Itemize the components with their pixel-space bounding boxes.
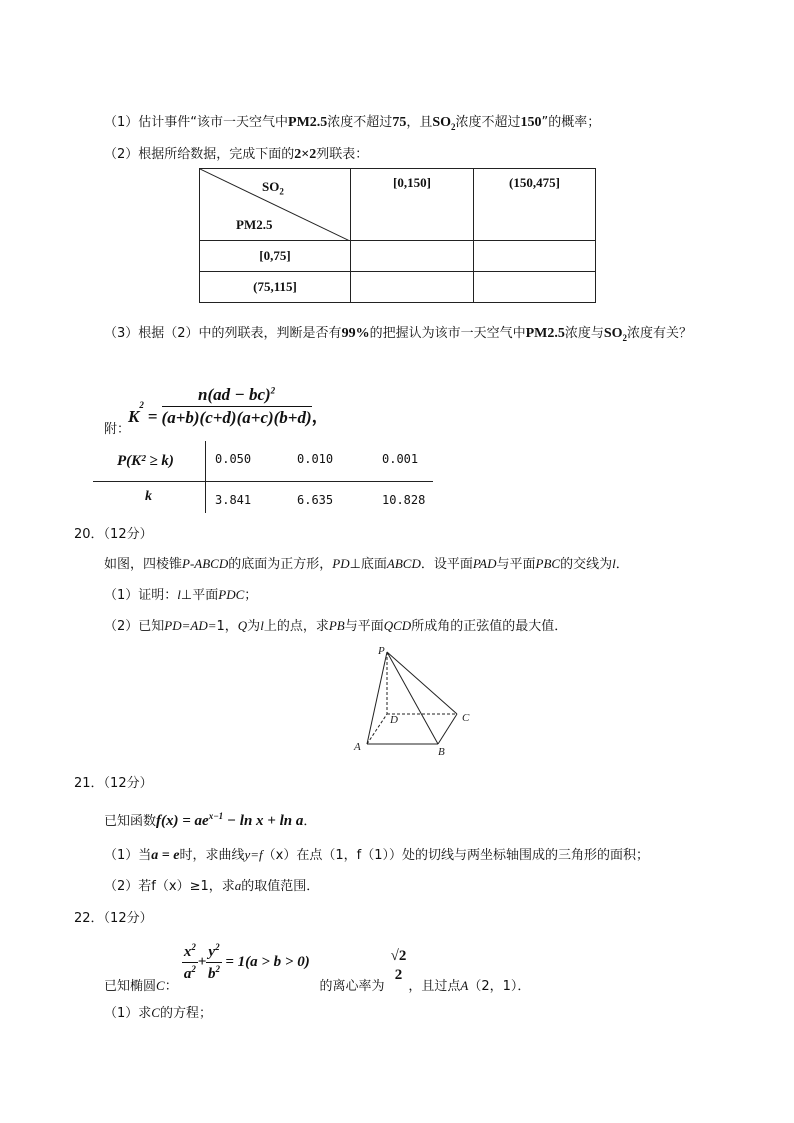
text: 若 — [138, 879, 152, 894]
text: 的取值范围． — [241, 879, 320, 894]
q20-part1 — [104, 584, 257, 603]
corner-so2-label — [262, 179, 284, 197]
pm25-symbol: PM2.5 — [288, 115, 328, 130]
empty-cell — [474, 272, 596, 303]
text: ． — [303, 814, 317, 829]
part-number: （1） — [104, 848, 139, 863]
y-text: y — [208, 944, 216, 960]
k-symbol: K — [128, 407, 140, 427]
text: 的把握认为该市一天空气中 — [369, 326, 526, 341]
math: l — [177, 587, 181, 602]
so-sub: 2 — [622, 332, 628, 343]
text: 根据所给数据，完成下面的 — [138, 147, 295, 162]
q22-heading: 22．（12分） — [74, 911, 153, 926]
sq: 2 — [215, 942, 220, 952]
k2-fraction — [162, 385, 312, 428]
text: 1， — [216, 619, 238, 634]
text: 的底面为正方形， — [228, 557, 333, 572]
math: a = e — [151, 848, 180, 863]
k-value-cell: 3.841 — [215, 493, 252, 507]
text: 浓度有关？ — [627, 326, 693, 341]
so-text: SO — [432, 115, 452, 130]
row-label-k: k — [145, 489, 152, 504]
so-sub: 2 — [451, 121, 456, 132]
pyramid-figure — [350, 644, 480, 764]
part-number: （1） — [104, 588, 139, 603]
text: ⊥底面 — [349, 557, 387, 572]
critical-value-table — [93, 441, 433, 513]
text: 已知椭圆 — [104, 978, 157, 994]
math: PDC — [218, 587, 245, 602]
q21-heading: 21．（12分） — [74, 776, 153, 791]
text: 已知函数 — [104, 814, 157, 829]
sq: 2 — [191, 942, 196, 952]
x-text: x — [183, 944, 192, 960]
table-vertical-rule — [205, 441, 206, 513]
contingency-table — [199, 168, 596, 303]
table-corner-cell — [200, 169, 351, 241]
q21-stem — [104, 810, 316, 830]
y-fraction — [206, 942, 221, 983]
ecc-numerator: √2 — [390, 948, 407, 965]
text: 列联表： — [316, 147, 369, 162]
math: PD=AD= — [164, 618, 217, 633]
part-number: （1） — [104, 1006, 139, 1021]
sq: 2 — [215, 964, 220, 974]
fx-main: f(x) = ae — [156, 813, 209, 829]
q20-part2 — [104, 615, 567, 634]
math: a — [234, 878, 242, 893]
k2-formula — [128, 385, 329, 428]
text: f（x）≥1，求 — [151, 879, 235, 894]
appendix-label: 附： — [104, 422, 131, 437]
fx-exponent: x−1 — [208, 811, 224, 821]
y-numerator — [206, 942, 221, 963]
q21-part2 — [104, 875, 319, 894]
row-header-text: (75,115] — [253, 279, 297, 294]
edge-pb — [387, 652, 438, 744]
formula-tail: ， — [311, 407, 329, 427]
q19-part1 — [104, 111, 600, 132]
text: ”的概率； — [541, 115, 601, 130]
value-75: 75 — [392, 115, 407, 130]
k-value-cell: 10.828 — [382, 493, 426, 507]
empty-cell — [474, 241, 596, 272]
label-b: B — [438, 746, 445, 758]
part-number: （3） — [104, 326, 139, 341]
so-sub: 2 — [279, 186, 284, 197]
q20-heading: 20．（12分） — [74, 527, 153, 542]
label-p: P — [378, 645, 385, 657]
text: 证明： — [138, 588, 178, 603]
text: 浓度不超过 — [327, 115, 393, 130]
label-d: D — [390, 714, 398, 726]
text: （2，1）． — [468, 978, 531, 994]
row-header-1 — [200, 241, 351, 272]
value-150: 150 — [520, 115, 542, 130]
col-header-text: (150,475] — [509, 175, 560, 190]
x-denominator — [182, 963, 198, 983]
text: 浓度不超过 — [455, 115, 521, 130]
q21-part1 — [104, 844, 649, 864]
a-text: a — [183, 966, 192, 982]
p-value-cell: 0.050 — [215, 452, 252, 466]
text: 时，求曲线 — [179, 848, 245, 863]
eq-tail: = 1(a > b > 0) — [221, 953, 310, 970]
math: C — [156, 977, 165, 993]
text: 上的点，求 — [263, 619, 329, 634]
text: 与平面 — [344, 619, 384, 634]
math: PBC — [535, 556, 561, 571]
pct-99: 99% — [341, 326, 370, 341]
num-sup: 2 — [270, 385, 276, 396]
part-number: （1） — [104, 115, 139, 130]
dim-2x2: 2×2 — [294, 147, 317, 162]
math: P-ABCD — [182, 556, 229, 571]
part-number: （2） — [104, 879, 139, 894]
text: （x）在点（1，f（1））处的切线与两坐标轴围成的三角形的面积； — [262, 848, 649, 863]
part-number: （2） — [104, 147, 139, 162]
math: PD — [332, 556, 350, 571]
text: 求 — [138, 1006, 152, 1021]
math: PB — [328, 618, 345, 633]
x-numerator — [182, 942, 198, 963]
function-definition — [156, 813, 303, 829]
text: 的交线为 — [560, 557, 613, 572]
text: 的方程； — [159, 1006, 212, 1021]
p-value-cell: 0.001 — [382, 452, 419, 466]
num-text: n(ad − bc) — [198, 385, 271, 404]
text: 估计事件“该市一天空气中 — [138, 115, 289, 130]
x-fraction — [182, 942, 198, 983]
text: 浓度与 — [564, 326, 604, 341]
p-value-cell: 0.010 — [297, 452, 334, 466]
text: 为 — [247, 619, 261, 634]
plus-sign: + — [197, 953, 207, 970]
text: 已知 — [138, 619, 165, 634]
col-header-1 — [351, 169, 474, 241]
so-text: SO — [262, 179, 280, 194]
math: ABCD — [386, 556, 421, 571]
text: 与平面 — [496, 557, 536, 572]
math: C — [151, 1005, 160, 1020]
so2-symbol — [432, 115, 455, 130]
k2-denominator: (a+b)(c+d)(a+c)(b+d) — [161, 408, 312, 427]
table-horizontal-rule — [93, 481, 433, 482]
q22-part1 — [104, 1002, 212, 1021]
part-number: （2） — [104, 619, 139, 634]
q19-part3 — [104, 322, 692, 343]
text: ： — [164, 978, 178, 994]
col-header-text: [0,150] — [393, 175, 431, 190]
k2-numerator — [162, 385, 312, 407]
text: ⊥平面 — [180, 588, 219, 603]
text: 所成角的正弦值的最大值． — [411, 619, 568, 634]
fx-rest: − ln x + ln a — [223, 813, 304, 829]
corner-pm25-label: PM2.5 — [236, 217, 273, 232]
k-sup: 2 — [139, 399, 144, 410]
math: Q — [237, 618, 248, 633]
math: QCD — [383, 618, 412, 633]
edge-bc — [438, 714, 457, 744]
q22-stem — [104, 942, 531, 994]
math: PAD — [472, 556, 497, 571]
math: A — [460, 977, 469, 993]
text: ，且 — [406, 115, 433, 130]
math: y=f — [244, 847, 263, 862]
ellipse-equation — [182, 942, 314, 982]
q19-part2 — [104, 143, 368, 163]
edge-pc — [387, 652, 457, 714]
empty-cell — [351, 272, 474, 303]
math: l — [260, 618, 264, 633]
row-header-text: [0,75] — [259, 248, 291, 263]
k-value-cell: 6.635 — [297, 493, 334, 507]
text: 如图，四棱锥 — [104, 557, 183, 572]
equals-sign: = — [147, 407, 158, 427]
pm25-symbol: PM2.5 — [525, 326, 565, 341]
text: ． — [615, 557, 629, 572]
math: l — [612, 556, 616, 571]
col-header-2 — [474, 169, 596, 241]
text: 根据（2）中的列联表，判断是否有 — [138, 326, 342, 341]
text: ，且过点 — [408, 978, 461, 994]
text: ．设平面 — [420, 557, 473, 572]
eccentricity-fraction — [389, 948, 409, 984]
label-c: C — [462, 712, 470, 724]
sq: 2 — [191, 964, 196, 974]
so2-symbol — [604, 326, 627, 341]
empty-cell — [351, 241, 474, 272]
q20-stem — [104, 553, 629, 572]
b-text: b — [207, 966, 216, 982]
row-header-2 — [200, 272, 351, 303]
so-text: SO — [603, 326, 623, 341]
edge-pa — [367, 652, 387, 744]
text: ； — [244, 588, 258, 603]
text: 当 — [138, 848, 152, 863]
text: 的离心率为 — [319, 978, 385, 994]
label-a: A — [354, 741, 361, 753]
ecc-denominator: 2 — [394, 967, 403, 984]
y-denominator — [206, 963, 221, 983]
row-label-probability: P(K² ≥ k) — [117, 453, 174, 469]
